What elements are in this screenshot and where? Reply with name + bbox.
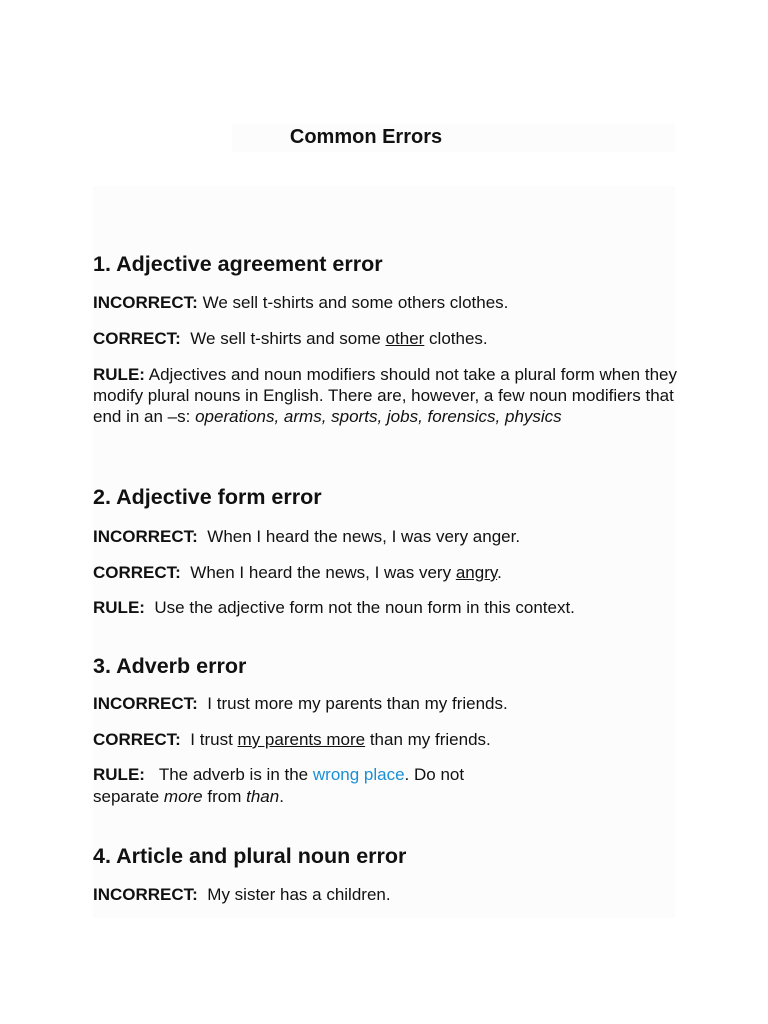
correct-fix: angry [455,563,498,582]
rule-text [93,764,683,785]
section-heading: 2. Adjective form error [93,485,322,509]
correct-text: We sell t-shirts and some [190,329,381,348]
wrong-place-link[interactable]: wrong place [312,765,405,784]
rule-label: RULE: [93,598,145,617]
correct-text: I trust [190,730,233,749]
correct-text: than my friends. [369,730,491,749]
incorrect-example [93,526,683,547]
rule-text [93,597,683,618]
rule-body: . Do not [404,765,465,784]
page-title: Common Errors [289,126,443,148]
incorrect-label: INCORRECT: [93,527,198,546]
correct-text: clothes. [429,329,488,348]
correct-example [93,328,683,349]
correct-text: . [497,563,502,582]
correct-label: CORRECT: [93,730,181,749]
rule-label: RULE: [93,365,145,384]
correct-text: When I heard the news, I was very [190,563,452,582]
section-heading: 1. Adjective agreement error [93,252,383,276]
correct-example [93,562,683,583]
rule-term: more [163,787,203,806]
rule-examples: operations, arms, sports, jobs, forensics, physics [195,407,562,426]
incorrect-text: My sister has a children. [207,885,391,904]
rule-body: Use the adjective form not the noun form in this context. [154,598,575,617]
correct-label: CORRECT: [93,563,181,582]
correct-fix: my parents more [237,730,366,749]
incorrect-label: INCORRECT: [93,694,198,713]
rule-text-continued [93,786,683,807]
incorrect-text: We sell t-shirts and some others clothes. [202,293,509,312]
rule-term: than [246,787,280,806]
incorrect-example [93,693,683,714]
incorrect-label: INCORRECT: [93,293,198,312]
incorrect-text: I trust more my parents than my friends. [207,694,508,713]
section-heading: 3. Adverb error [93,654,247,678]
incorrect-text: When I heard the news, I was very anger. [207,527,521,546]
rule-body: separate [93,787,160,806]
rule-text [93,364,678,427]
rule-body: from [207,787,242,806]
rule-body: . [279,787,284,806]
rule-body: Adjectives and noun modifiers should not take a plural form when they modify plural nouns in English. There are, however, a few noun modifiers that end in an –s: [93,365,677,426]
section-heading: 4. Article and plural noun error [93,844,407,868]
correct-example [93,729,683,750]
incorrect-label: INCORRECT: [93,885,198,904]
rule-label: RULE: [93,765,145,784]
incorrect-example [93,292,683,313]
correct-label: CORRECT: [93,329,181,348]
correct-fix: other [385,329,425,348]
rule-body: The adverb is in the [158,765,309,784]
incorrect-example [93,884,683,905]
